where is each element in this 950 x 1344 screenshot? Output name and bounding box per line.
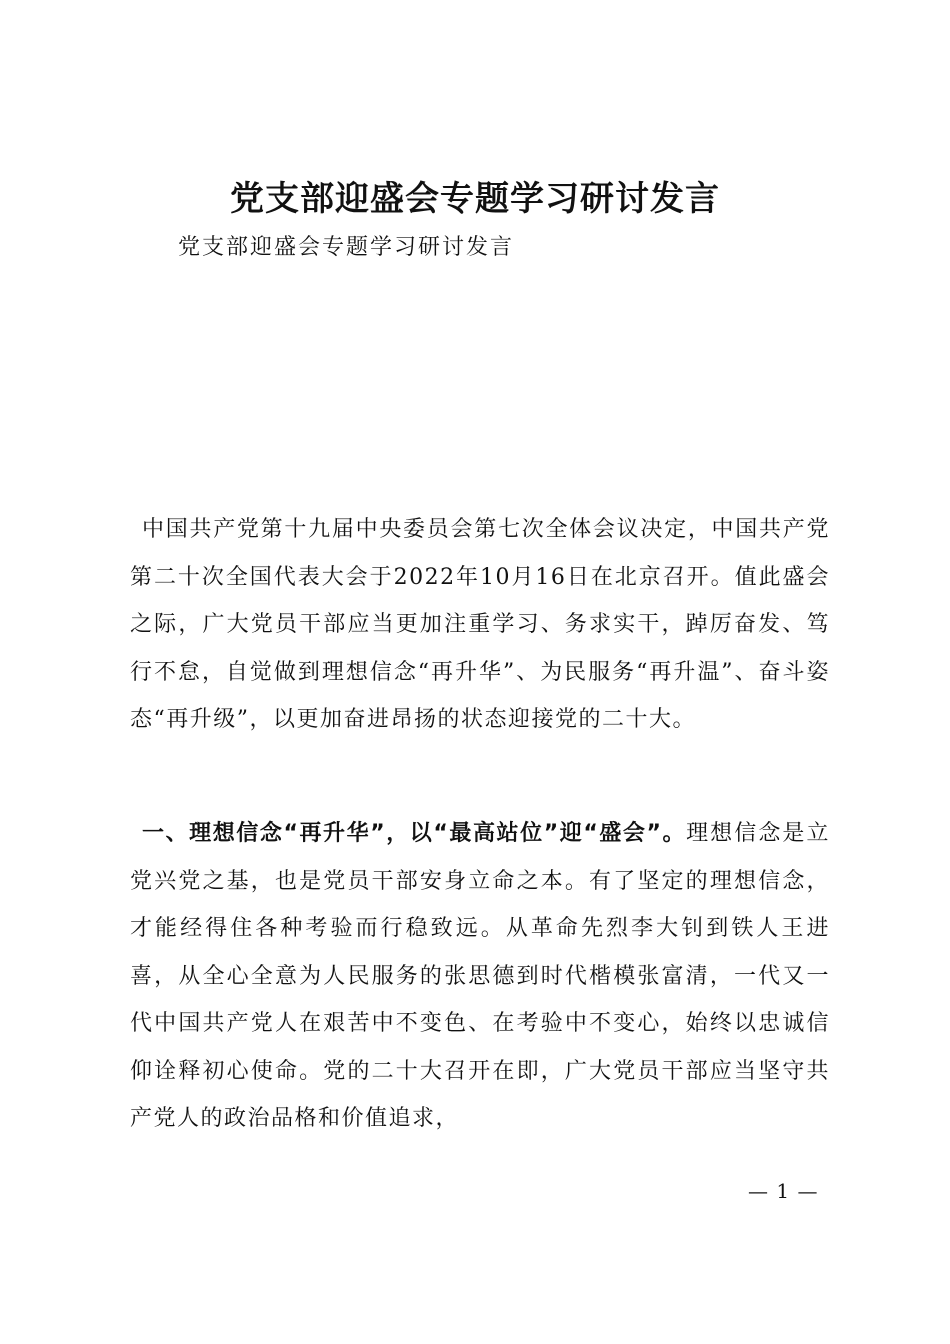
section-one-paragraph — [130, 810, 830, 1143]
page-number: — 1 — — [748, 1179, 819, 1203]
intro-paragraph — [130, 506, 830, 744]
section-one-text: 理想信念是立党兴党之基，也是党员干部安身立命之本。有了坚定的理想信念，才能经得住各种考验而行稳致远。从革命先烈李大钊到铁人王进喜，从全心全意为人民服务的张思德到时代楷模张富清，一代又一代中国共产党人在艰苦中不变色、在考验中不变心，始终以忠诚信仰诠释初心使命。党的二十大召开在即，广大党员干部应当坚守共产党人的政治品格和价值追求， — [130, 821, 830, 1131]
section-one-heading: 一、理想信念“再升华”，以“最高站位”迎“盛会”。 — [142, 821, 687, 846]
document-subtitle: 党支部迎盛会专题学习研讨发言 — [178, 235, 515, 260]
document-title: 党支部迎盛会专题学习研讨发言 — [230, 179, 720, 219]
intro-paragraph-text: 中国共产党第十九届中央委员会第七次全体会议决定，中国共产党第二十次全国代表大会于2022年10月16日在北京召开。值此盛会之际，广大党员干部应当更加注重学习、务求实干，踔厉奋发、笃行不怠，自觉做到理想信念“再升华”、为民服务“再升温”、奋斗姿态“再升级”，以更加奋进昂扬的状态迎接党的二十大。 — [130, 517, 830, 732]
